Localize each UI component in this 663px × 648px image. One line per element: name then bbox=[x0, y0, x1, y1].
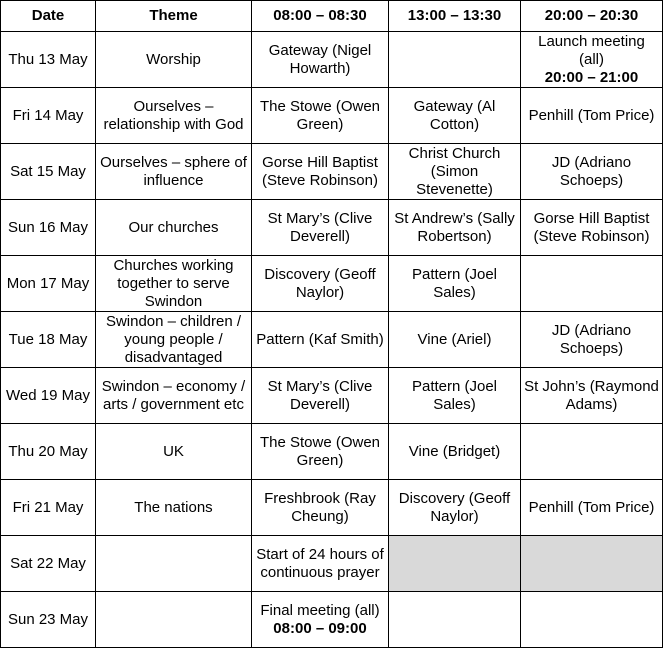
theme-cell: Swindon – economy / arts / government etc bbox=[96, 368, 252, 424]
theme-cell: UK bbox=[96, 424, 252, 480]
header-slot-evening: 20:00 – 20:30 bbox=[521, 1, 663, 32]
midday-cell: Pattern (Joel Sales) bbox=[389, 256, 521, 312]
morning-cell: The Stowe (Owen Green) bbox=[252, 424, 389, 480]
header-theme: Theme bbox=[96, 1, 252, 32]
date-cell: Tue 18 May bbox=[1, 312, 96, 368]
table-row bbox=[1, 480, 663, 536]
header-row bbox=[1, 1, 663, 32]
evening-cell: Penhill (Tom Price) bbox=[521, 480, 663, 536]
midday-cell: Vine (Bridget) bbox=[389, 424, 521, 480]
midday-cell: Pattern (Joel Sales) bbox=[389, 368, 521, 424]
evening-cell-shaded bbox=[521, 536, 663, 592]
midday-cell: Gateway (Al Cotton) bbox=[389, 88, 521, 144]
theme-cell bbox=[96, 592, 252, 648]
theme-cell: Worship bbox=[96, 32, 252, 88]
evening-cell: Penhill (Tom Price) bbox=[521, 88, 663, 144]
midday-cell-shaded bbox=[389, 536, 521, 592]
date-cell: Thu 13 May bbox=[1, 32, 96, 88]
evening-cell bbox=[521, 256, 663, 312]
evening-cell: JD (Adriano Schoeps) bbox=[521, 144, 663, 200]
theme-cell: Ourselves – relationship with God bbox=[96, 88, 252, 144]
table-row bbox=[1, 200, 663, 256]
theme-cell: Churches working together to serve Swindon bbox=[96, 256, 252, 312]
table-row bbox=[1, 88, 663, 144]
evening-cell bbox=[521, 32, 663, 88]
date-cell: Sat 22 May bbox=[1, 536, 96, 592]
midday-cell: Vine (Ariel) bbox=[389, 312, 521, 368]
morning-cell: Gateway (Nigel Howarth) bbox=[252, 32, 389, 88]
morning-cell bbox=[252, 592, 389, 648]
midday-cell bbox=[389, 32, 521, 88]
table-row bbox=[1, 368, 663, 424]
date-cell: Sun 16 May bbox=[1, 200, 96, 256]
theme-cell: Swindon – children / young people / disadvantaged bbox=[96, 312, 252, 368]
evening-cell: JD (Adriano Schoeps) bbox=[521, 312, 663, 368]
header-slot-morning: 08:00 – 08:30 bbox=[252, 1, 389, 32]
table-row bbox=[1, 32, 663, 88]
morning-cell: St Mary’s (Clive Deverell) bbox=[252, 200, 389, 256]
evening-cell bbox=[521, 424, 663, 480]
morning-cell: Pattern (Kaf Smith) bbox=[252, 312, 389, 368]
table-row bbox=[1, 256, 663, 312]
theme-cell: The nations bbox=[96, 480, 252, 536]
theme-cell: Ourselves – sphere of influence bbox=[96, 144, 252, 200]
launch-meeting-label: Launch meeting (all) bbox=[538, 32, 645, 68]
theme-cell bbox=[96, 536, 252, 592]
midday-cell: Discovery (Geoff Naylor) bbox=[389, 480, 521, 536]
date-cell: Thu 20 May bbox=[1, 424, 96, 480]
midday-cell: Christ Church (Simon Stevenette) bbox=[389, 144, 521, 200]
morning-cell: Gorse Hill Baptist (Steve Robinson) bbox=[252, 144, 389, 200]
header-slot-midday: 13:00 – 13:30 bbox=[389, 1, 521, 32]
morning-cell: Freshbrook (Ray Cheung) bbox=[252, 480, 389, 536]
final-meeting-time: 08:00 – 09:00 bbox=[273, 619, 367, 637]
launch-meeting-time: 20:00 – 21:00 bbox=[544, 68, 639, 86]
table-row bbox=[1, 592, 663, 648]
date-cell: Fri 21 May bbox=[1, 480, 96, 536]
evening-cell: Gorse Hill Baptist (Steve Robinson) bbox=[521, 200, 663, 256]
date-cell: Mon 17 May bbox=[1, 256, 96, 312]
morning-cell: Start of 24 hours of continuous prayer bbox=[252, 536, 389, 592]
midday-cell bbox=[389, 592, 521, 648]
midday-cell: St Andrew’s (Sally Robertson) bbox=[389, 200, 521, 256]
evening-cell: St John’s (Raymond Adams) bbox=[521, 368, 663, 424]
evening-cell bbox=[521, 592, 663, 648]
theme-cell: Our churches bbox=[96, 200, 252, 256]
table-row bbox=[1, 424, 663, 480]
date-cell: Sat 15 May bbox=[1, 144, 96, 200]
morning-cell: St Mary’s (Clive Deverell) bbox=[252, 368, 389, 424]
table-row bbox=[1, 312, 663, 368]
date-cell: Wed 19 May bbox=[1, 368, 96, 424]
final-meeting-label: Final meeting (all) bbox=[260, 601, 380, 619]
date-cell: Fri 14 May bbox=[1, 88, 96, 144]
table-row bbox=[1, 144, 663, 200]
table-row bbox=[1, 536, 663, 592]
date-cell: Sun 23 May bbox=[1, 592, 96, 648]
header-date: Date bbox=[1, 1, 96, 32]
morning-cell: The Stowe (Owen Green) bbox=[252, 88, 389, 144]
morning-cell: Discovery (Geoff Naylor) bbox=[252, 256, 389, 312]
